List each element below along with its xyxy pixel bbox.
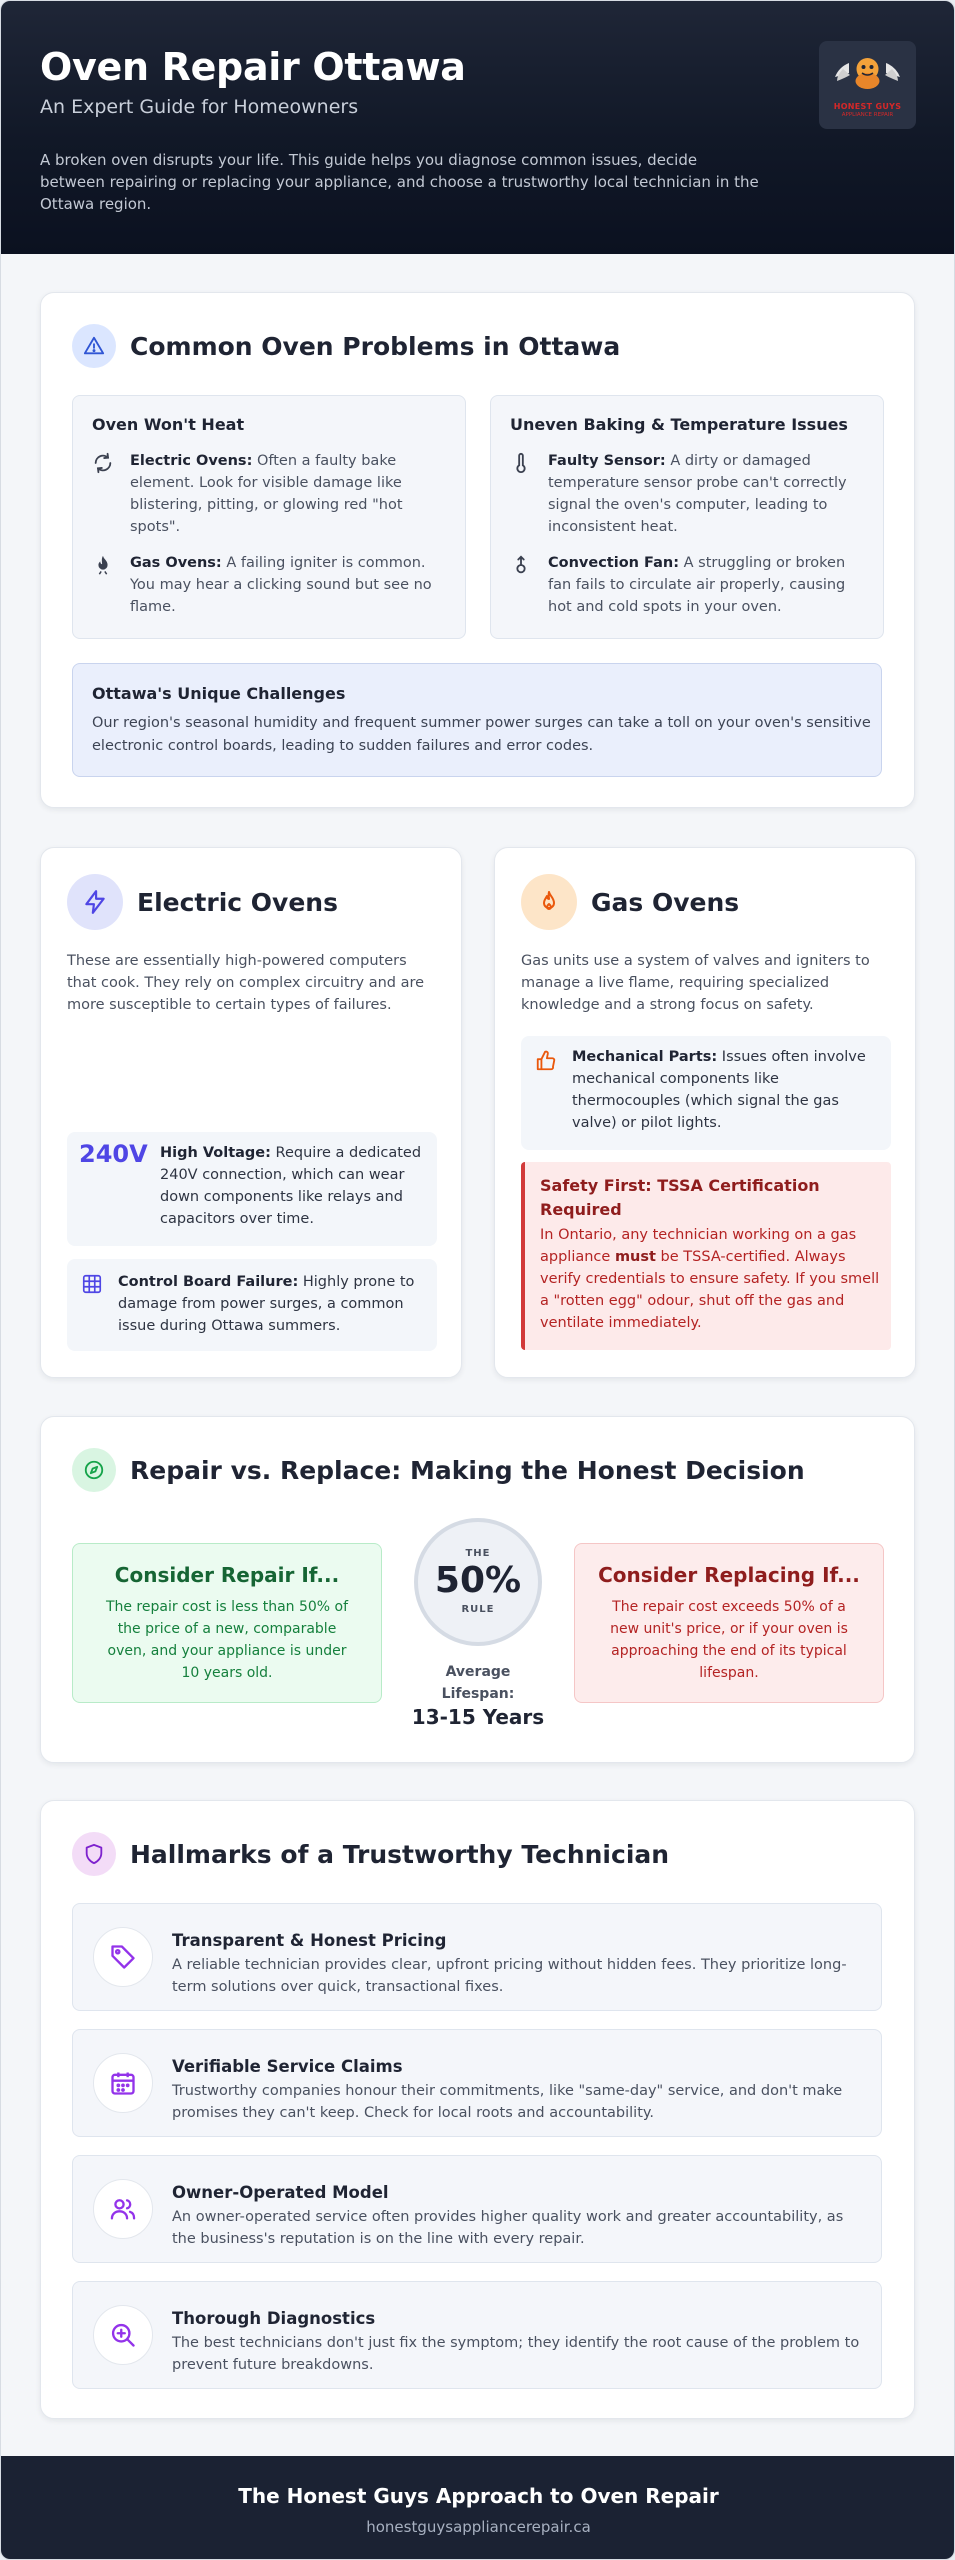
cycle-icon	[92, 452, 114, 538]
mechanical-parts-text: Mechanical Parts: Issues often involve mechanical components like thermocouples (which signal the gas valve) or pilot lights.	[572, 1049, 866, 1131]
control-board-text: Control Board Failure: Highly prone to damage from power surges, a common issue during Ottawa summers.	[118, 1274, 415, 1334]
hero-header	[1, 1, 955, 254]
compass-icon	[72, 1448, 116, 1492]
shield-icon	[72, 1832, 116, 1876]
safety-text: In Ontario, any technician working on a gas appliance must be TSSA-certified. Always verify credentials to ensure safety. If you smell a "rotten egg" odour, shut off the gas and ventilate immediately.	[540, 1227, 880, 1331]
warning-icon	[72, 324, 116, 368]
rule-value: 50%	[434, 1560, 522, 1601]
electric-ovens-header	[67, 874, 338, 930]
rule-bottom-label: RULE	[461, 1604, 495, 1615]
consider-repair-box	[72, 1543, 382, 1703]
gas-ovens-card	[494, 847, 916, 1378]
company-logo	[819, 41, 916, 129]
page-footer	[1, 2456, 955, 2560]
mechanical-parts-box	[521, 1036, 891, 1150]
logo-subtext: APPLIANCE REPAIR	[841, 112, 894, 118]
rule-top-label: THE	[465, 1548, 491, 1559]
hallmark-title: Transparent & Honest Pricing	[172, 1931, 447, 1950]
page-title: Oven Repair Ottawa	[40, 45, 466, 89]
hallmark-text: A reliable technician provides clear, upfront pricing without hidden fees. They prioritize long-term solutions over quick, transactional fixes.	[172, 1957, 847, 1995]
lightning-icon	[67, 874, 123, 930]
high-voltage-box	[67, 1132, 437, 1246]
ottawa-challenges-note	[72, 663, 882, 777]
list-item	[72, 2029, 882, 2137]
intro-text: A broken oven disrupts your life. This guide helps you diagnose common issues, decide between repairing or replacing your appliance, and choose a trustworthy local technician in the Ottawa region.	[40, 151, 759, 213]
repair-vs-replace-card	[40, 1416, 915, 1763]
ottawa-challenges-text: Our region's seasonal humidity and frequent summer power surges can take a toll on your oven's sensitive electronic control boards, leading to sudden failures and error codes.	[92, 715, 871, 754]
common-problems-title: Common Oven Problems in Ottawa	[130, 331, 621, 361]
hallmark-text: An owner-operated service often provides higher quality work and greater accountability, as the business's reputation is on the line with every repair.	[172, 2209, 844, 2247]
thumbs-up-icon	[535, 1050, 557, 1076]
fan-icon	[510, 554, 532, 618]
wont-heat-box	[72, 395, 466, 639]
uneven-baking-box	[490, 395, 884, 639]
footer-title: The Honest Guys Approach to Oven Repair	[238, 2484, 719, 2508]
electric-ovens-lead: These are essentially high-powered computers that cook. They rely on complex circuitry and are more susceptible to certain types of failures.	[67, 953, 425, 1013]
wont-heat-gas: Gas Ovens: A failing igniter is common. You may hear a clicking sound but see no flame.	[130, 555, 432, 615]
hallmarks-header	[72, 1832, 669, 1876]
electric-ovens-card	[40, 847, 462, 1378]
consider-replacing-text: The repair cost exceeds 50% of a new unit's price, or if your oven is approaching the end of its typical lifespan.	[610, 1599, 848, 1681]
list-item	[72, 2281, 882, 2389]
fire-icon	[92, 554, 114, 618]
voltage-badge: 240V	[79, 1140, 148, 1168]
hallmarks-card	[40, 1800, 915, 2419]
thermometer-icon	[510, 452, 532, 538]
circuit-board-icon	[81, 1273, 103, 1299]
ottawa-challenges-title: Ottawa's Unique Challenges	[92, 684, 346, 703]
hallmark-title: Owner-Operated Model	[172, 2183, 389, 2202]
hallmark-title: Thorough Diagnostics	[172, 2309, 376, 2328]
list-item	[92, 450, 447, 538]
hallmark-title: Verifiable Service Claims	[172, 2057, 403, 2076]
consider-replacing-box	[574, 1543, 884, 1703]
common-problems-card	[40, 292, 915, 808]
consider-repair-title: Consider Repair If...	[114, 1563, 340, 1587]
fifty-percent-rule-badge	[414, 1518, 542, 1646]
hallmarks-title: Hallmarks of a Trustworthy Technician	[130, 1839, 670, 1869]
zoom-in-icon	[93, 2305, 153, 2365]
consider-replacing-title: Consider Replacing If...	[598, 1563, 860, 1587]
list-item	[92, 552, 447, 618]
uneven-sensor: Faulty Sensor: A dirty or damaged temperature sensor probe can't correctly signal the oven's computer, leading to inconsistent heat.	[548, 453, 847, 535]
footer-url[interactable]: honestguysappliancerepair.ca	[366, 2518, 591, 2536]
hallmark-text: The best technicians don't just fix the symptom; they identify the root cause of the problem to prevent future breakdowns.	[172, 2335, 860, 2373]
safety-title: Safety First: TSSA Certification Required	[540, 1176, 820, 1219]
high-voltage-text: High Voltage: Require a dedicated 240V connection, which can wear down components like relays and capacitors over time.	[160, 1145, 422, 1227]
consider-repair-text: The repair cost is less than 50% of the price of a new, comparable oven, and your appliance is under 10 years old.	[105, 1599, 349, 1681]
list-item	[72, 1903, 882, 2011]
tssa-safety-alert	[521, 1162, 891, 1350]
list-item	[510, 450, 865, 538]
users-icon	[93, 2179, 153, 2239]
control-board-box	[67, 1259, 437, 1351]
common-problems-header	[72, 324, 620, 368]
tag-icon	[93, 1927, 153, 1987]
uneven-fan: Convection Fan: A struggling or broken fan fails to circulate air properly, causing hot and cold spots in your oven.	[548, 555, 846, 615]
logo-text: HONEST GUYS	[833, 102, 902, 111]
hallmark-text: Trustworthy companies honour their commitments, like "same-day" service, and don't make promises they can't keep. Check for local roots and accountability.	[172, 2083, 843, 2121]
wont-heat-electric: Electric Ovens: Often a faulty bake element. Look for visible damage like blistering, pitting, or glowing red "hot spots".	[130, 453, 403, 535]
repair-vs-replace-title: Repair vs. Replace: Making the Honest Decision	[130, 1455, 805, 1485]
flame-icon	[521, 874, 577, 930]
repair-vs-replace-header	[72, 1448, 805, 1492]
electric-ovens-title: Electric Ovens	[137, 887, 338, 917]
lifespan-value: 13-15 Years	[411, 1705, 545, 1729]
gas-ovens-header	[521, 874, 739, 930]
gas-ovens-lead: Gas units use a system of valves and igniters to manage a live flame, requiring specialized knowledge and a strong focus on safety.	[521, 953, 870, 1013]
list-item	[72, 2155, 882, 2263]
gas-ovens-title: Gas Ovens	[591, 887, 740, 917]
uneven-baking-title: Uneven Baking & Temperature Issues	[510, 415, 848, 434]
lifespan-label: Average Lifespan:	[441, 1664, 515, 1702]
page-subtitle: An Expert Guide for Homeowners	[40, 96, 359, 118]
list-item	[510, 552, 865, 618]
calendar-icon	[93, 2053, 153, 2113]
wont-heat-title: Oven Won't Heat	[92, 415, 245, 434]
